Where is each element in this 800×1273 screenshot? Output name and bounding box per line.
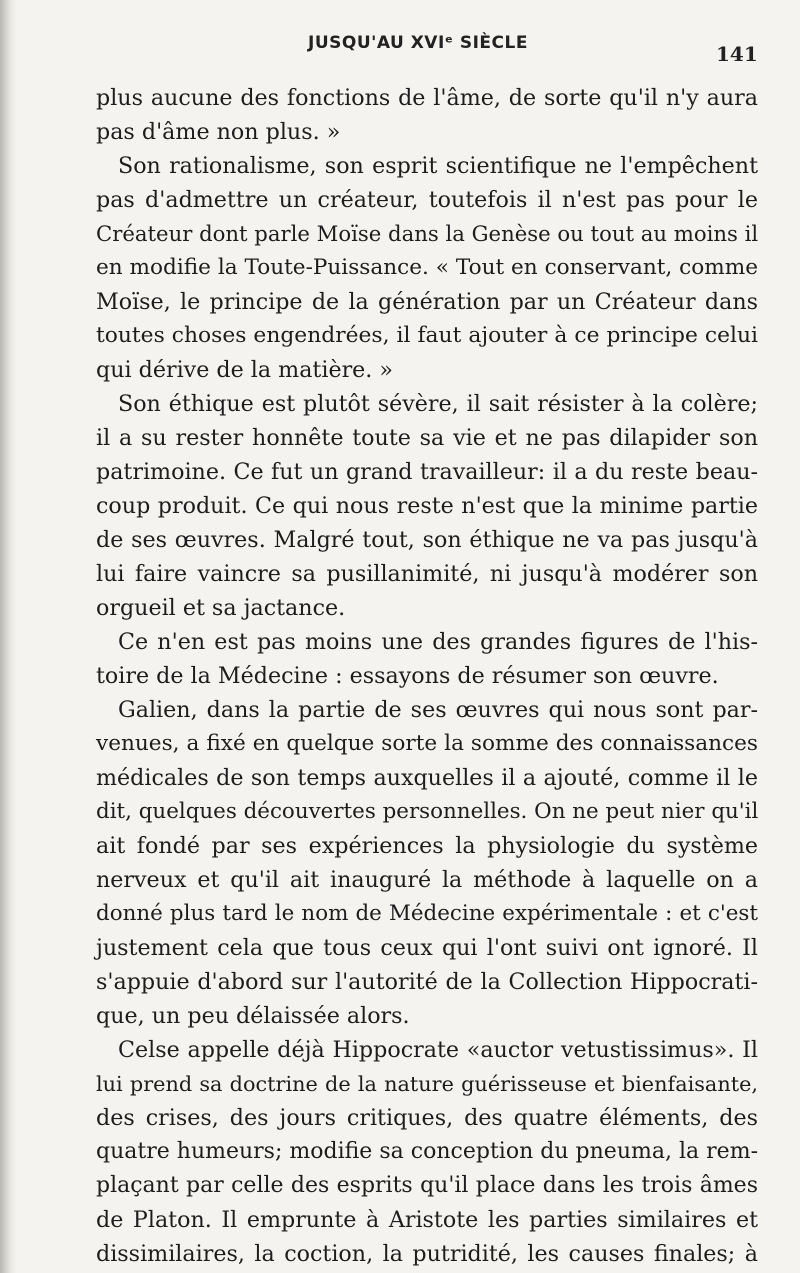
text-line: Celse appelle déjà Hippocrate «auctor vetustissimus». Il: [118, 1037, 758, 1063]
text-line: pas d'âme non plus. »: [96, 119, 341, 145]
text-line: toire de la Médecine : essayons de résumer son œuvre.: [96, 663, 719, 689]
body-text: [96, 81, 758, 1271]
text-line: qui dérive de la matière. »: [96, 357, 393, 383]
running-title: JUSQU'AU XVIᵉ SIÈCLE: [308, 33, 528, 53]
text-line: ait fondé par ses expériences la physiologie du système: [96, 833, 758, 859]
text-line: venues, a fixé en quelque sorte la somme des connaissances: [96, 731, 758, 756]
text-line: dissimilaires, la coction, la putridité, les causes finales; à: [96, 1241, 758, 1267]
text-line: lui faire vaincre sa pusillanimité, ni jusqu'à modérer son: [96, 561, 758, 587]
text-line: en modifie la Toute-Puissance. « Tout en conservant, comme: [96, 255, 758, 280]
text-line: de ses œuvres. Malgré tout, son éthique ne va pas jusqu'à: [96, 527, 758, 553]
text-line: plaçant par celle des esprits qu'il place dans les trois âmes: [96, 1173, 758, 1198]
text-line: pas d'admettre un créateur, toutefois il n'est pas pour le: [96, 187, 758, 213]
text-line: toutes choses engendrées, il faut ajouter à ce principe celui: [96, 323, 758, 348]
text-line: lui prend sa doctrine de la nature guérisseuse et bienfaisante,: [96, 1072, 758, 1096]
text-line: coup produit. Ce qui nous reste n'est que la minime partie: [96, 493, 758, 519]
text-line: justement cela que tous ceux qui l'ont suivi ont ignoré. Il: [96, 935, 758, 961]
text-line: nerveux et qu'il ait inauguré la méthode à laquelle on a: [96, 867, 758, 893]
text-line: orgueil et sa jactance.: [96, 595, 346, 621]
text-line: il a su rester honnête toute sa vie et ne pas dilapider son: [96, 425, 758, 451]
text-line: que, un peu délaissée alors.: [96, 1003, 410, 1029]
text-line: Son éthique est plutôt sévère, il sait résister à la colère;: [118, 391, 758, 417]
text-line: Galien, dans la partie de ses œuvres qui nous sont par-: [118, 697, 758, 723]
text-line: des crises, des jours critiques, des quatre éléments, des: [96, 1105, 758, 1131]
text-line: patrimoine. Ce fut un grand travailleur: il a du reste beau-: [96, 459, 758, 485]
page-number: 141: [716, 42, 758, 66]
text-line: Ce n'en est pas moins une des grandes figures de l'his-: [118, 629, 758, 655]
text-line: donné plus tard le nom de Médecine expérimentale : et c'est: [96, 901, 758, 926]
text-line: Son rationalisme, son esprit scientifique ne l'empêchent: [118, 153, 758, 179]
text-line: médicales de son temps auxquelles il a ajouté, comme il le: [96, 765, 758, 791]
text-line: quatre humeurs; modifie sa conception du pneuma, la rem-: [96, 1139, 758, 1164]
text-line: s'appuie d'abord sur l'autorité de la Collection Hippocrati-: [96, 969, 758, 995]
text-line: Créateur dont parle Moïse dans la Genèse ou tout au moins il: [96, 221, 759, 246]
text-line: Moïse, le principe de la génération par un Créateur dans: [96, 289, 758, 315]
text-line: de Platon. Il emprunte à Aristote les parties similaires et: [96, 1207, 758, 1233]
text-line: dit, quelques découvertes personnelles. On ne peut nier qu'il: [96, 799, 759, 824]
text-line: plus aucune des fonctions de l'âme, de sorte qu'il n'y aura: [96, 85, 758, 111]
